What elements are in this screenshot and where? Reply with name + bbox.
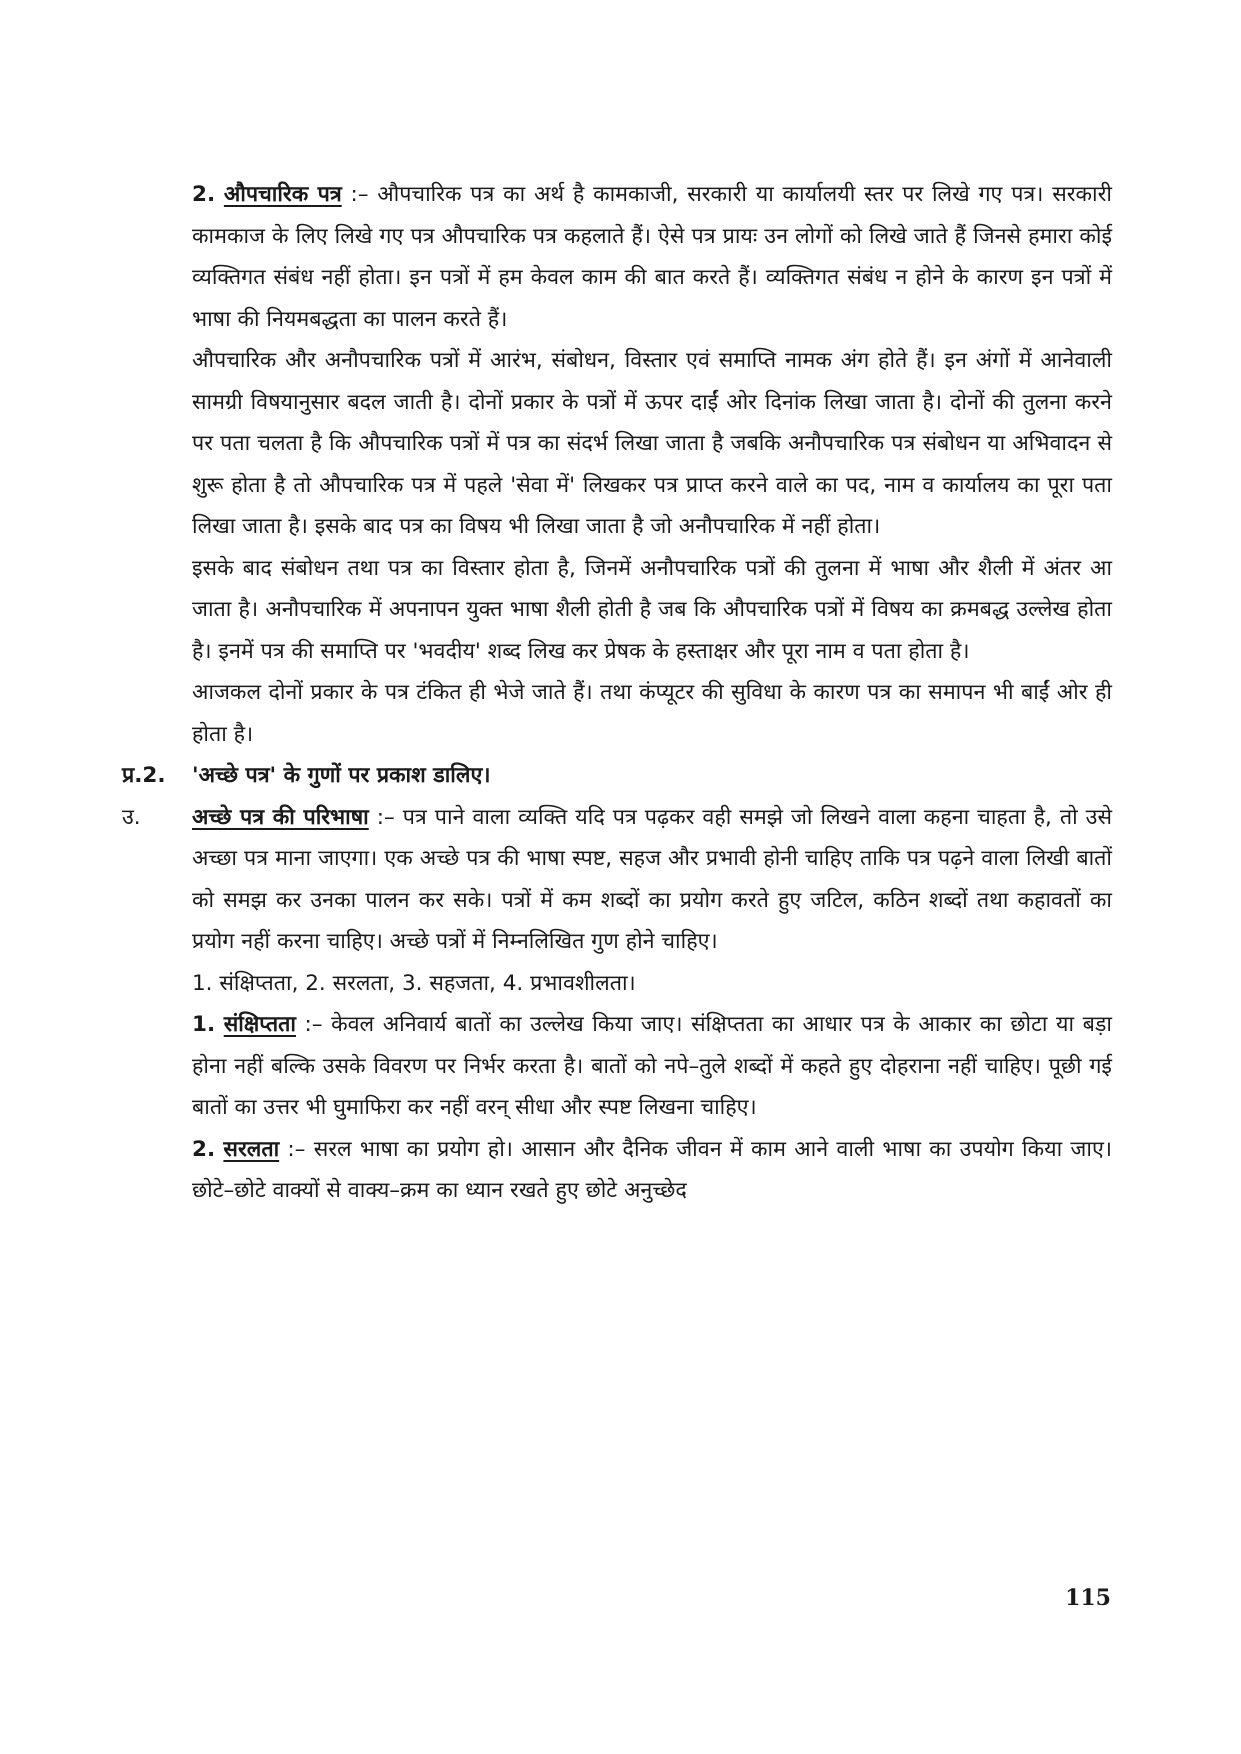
body-paragraph-3: आजकल दोनों प्रकार के पत्र टंकित ही भेजे जाते हैं। तथा कंप्यूटर की सुविधा के कारण पत्र का समापन भी बाईं ओर ही होता है।	[192, 680, 1112, 747]
qualities-list: 1. संक्षिप्तता, 2. सरलता, 3. सहजता, 4. प्रभावशीलता।	[192, 970, 636, 996]
quality-1-number: 1.	[192, 1012, 216, 1037]
body-paragraph-1: औपचारिक और अनौपचारिक पत्रों में आरंभ, संबोधन, विस्तार एवं समाप्ति नामक अंग होते हैं। इन अंगों में आनेवाली सामग्री विषयानुसार बदल जाती है। दोनों प्रकार के पत्रों में ऊपर दाईं ओर दिनांक लिखा जाता है। दोनों की तुलना करने पर पता चलता है कि औपचारिक पत्रों में पत्र का संदर्भ लिखा जाता है जबकि अनौपचारिक पत्र संबोधन या अभिवादन से शुरू होता है तो औपचारिक पत्र में पहले 'सेवा में' लिखकर पत्र प्राप्त करने वाले का पद, नाम व कार्यालय का पूरा पता लिखा जाता है। इसके बाद पत्र का विषय भी लिखा जाता है जो अनौपचारिक में नहीं होता।	[192, 348, 1112, 539]
section-2-text: औपचारिक पत्र का अर्थ है कामकाजी, सरकारी या कार्यालयी स्तर पर लिखे गए पत्र। सरकारी कामकाज के लिए लिखे गए पत्र औपचारिक पत्र कहलाते हैं। ऐसे पत्र प्रायः उन लोगों को लिखे जाते हैं जिनसे हमारा कोई व्यक्तिगत संबंध नहीं होता। इन पत्रों में हम केवल काम की बात करते हैं। व्यक्तिगत संबंध न होने के कारण इन पत्रों में भाषा की नियमबद्धता का पालन करते हैं।	[192, 182, 1112, 332]
answer-separator: :–	[368, 804, 403, 830]
section-2-paragraph	[192, 174, 1112, 340]
quality-1-paragraph	[192, 1004, 1112, 1129]
quality-1-separator: :–	[295, 1012, 332, 1037]
section-2-number: 2.	[192, 182, 216, 207]
quality-2-paragraph	[192, 1129, 1112, 1212]
question-marker: प्र.2.	[122, 763, 166, 788]
quality-2-separator: :–	[279, 1136, 314, 1162]
question-text: 'अच्छे पत्र' के गुणों पर प्रकाश डालिए।	[192, 763, 491, 788]
quality-1-text: केवल अनिवार्य बातों का उल्लेख किया जाए। संक्षिप्तता का आधार पत्र के आकार का छोटा या बड़ा होना नहीं बल्कि उसके विवरण पर निर्भर करता है। बातों को नपे–तुले शब्दों में कहते हुए दोहराना नहीं चाहिए। पूछी गई बातों का उत्तर भी घुमाफिरा कर नहीं वरन् सीधा और स्पष्ट लिखना चाहिए।	[192, 1012, 1112, 1120]
body-paragraph-2: इसके बाद संबोधन तथा पत्र का विस्तार होता है, जिनमें अनौपचारिक पत्रों की तुलना में भाषा और शैली में अंतर आ जाता है। अनौपचारिक में अपनापन युक्त भाषा शैली होती है जब कि औपचारिक पत्रों में विषय का क्रमबद्ध उल्लेख होता है। इनमें पत्र की समाप्ति पर 'भवदीय' शब्द लिख कर प्रेषक के हस्ताक्षर और पूरा नाम व पता होता है।	[192, 555, 1112, 664]
quality-2-text: सरल भाषा का प्रयोग हो। आसान और दैनिक जीवन में काम आने वाली भाषा का उपयोग किया जाए। छोटे–छोटे वाक्यों से वाक्य–क्रम का ध्यान रखते हुए छोटे अनुच्छेद	[192, 1136, 1112, 1203]
section-2-separator: :–	[341, 182, 378, 207]
section-2-heading: औपचारिक पत्र	[223, 182, 342, 207]
answer-marker: उ.	[122, 804, 141, 830]
answer-heading: अच्छे पत्र की परिभाषा	[192, 804, 369, 830]
answer-text: पत्र पाने वाला व्यक्ति यदि पत्र पढ़कर वही समझे जो लिखने वाला कहना चाहता है, तो उसे अच्छा पत्र माना जाएगा। एक अच्छे पत्र की भाषा स्पष्ट, सहज और प्रभावी होनी चाहिए ताकि पत्र पढ़ने वाला लिखी बातों को समझ कर उनका पालन कर सके। पत्रों में कम शब्दों का प्रयोग करते हुए जटिल, कठिन शब्दों तथा कहावतों का प्रयोग नहीं करना चाहिए। अच्छे पत्रों में निम्नलिखित गुण होने चाहिए।	[192, 804, 1112, 954]
quality-2-number: 2.	[192, 1136, 216, 1162]
quality-1-heading: संक्षिप्तता	[223, 1012, 296, 1037]
page-number: 115	[1065, 1585, 1111, 1611]
answer-paragraph	[122, 797, 1112, 963]
page-content	[122, 174, 1112, 1212]
quality-2-heading: सरलता	[223, 1136, 280, 1162]
question-2	[122, 755, 1112, 797]
